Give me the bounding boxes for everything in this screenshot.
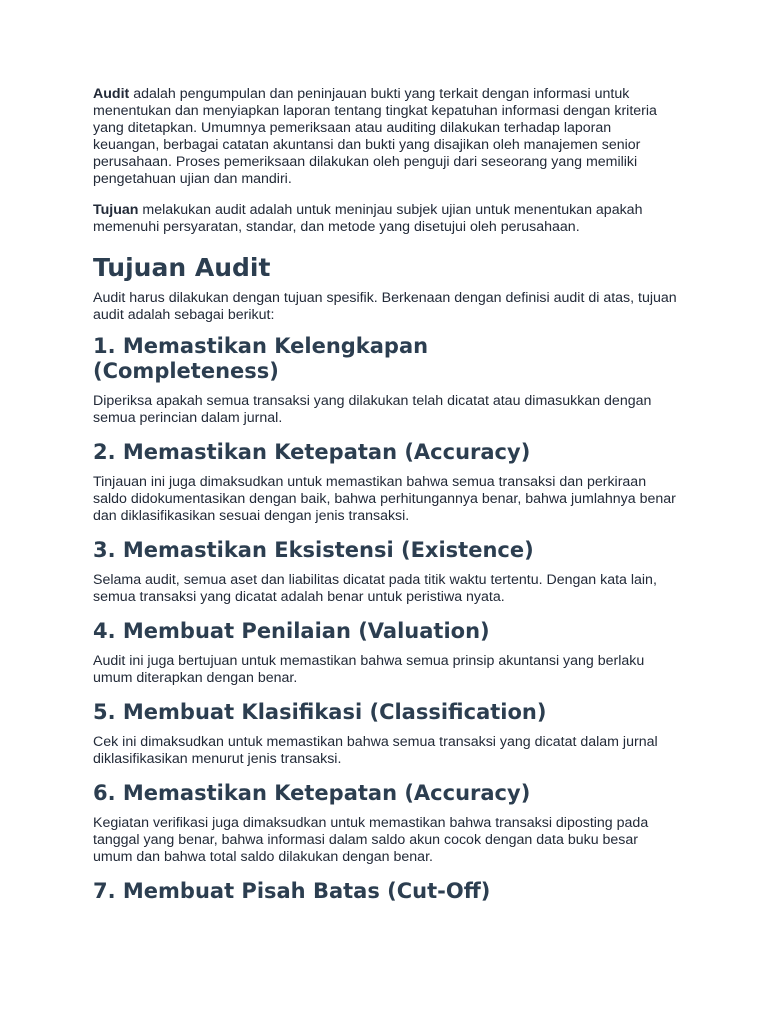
section-heading-4: 4. Membuat Penilaian (Valuation): [93, 619, 490, 643]
section-text-6: Kegiatan verifikasi juga dimaksudkan untuk memastikan bahwa transaksi diposting pada tanggal yang benar, bahwa informasi dalam saldo akun cocok dengan data buku besar umum dan bahwa total saldo dilakukan dengan benar.: [93, 815, 649, 865]
section-text-4: Audit ini juga bertujuan untuk memastikan bahwa semua prinsip akuntansi yang berlaku umum diterapkan dengan benar.: [93, 653, 645, 686]
main-heading: Tujuan Audit: [93, 253, 271, 282]
section-heading-3: 3. Memastikan Eksistensi (Existence): [93, 538, 534, 562]
section-heading-2: 2. Memastikan Ketepatan (Accuracy): [93, 440, 531, 464]
intro-paragraph-tujuan: [93, 202, 678, 236]
section-text-2: Tinjauan ini juga dimaksudkan untuk memastikan bahwa semua transaksi dan perkiraan saldo didokumentasikan dengan baik, bahwa perhitungannya benar, bahwa jumlahnya benar dan diklasifikasikan sesuai dengan jenis transaksi.: [93, 474, 676, 524]
section-heading-5: 5. Membuat Klasifikasi (Classification): [93, 700, 547, 724]
intro-text-audit: adalah pengumpulan dan peninjauan bukti yang terkait dengan informasi untuk menentukan dan menyiapkan laporan tentang tingkat kepatuhan informasi dengan kriteria yang ditetapkan. Umumnya pemeriksaan atau auditing dilakukan terhadap laporan keuangan, berbagai catatan akuntansi dan bukti yang disajikan oleh manajemen senior perusahaan. Proses pemeriksaan dilakukan oleh penguji dari seseorang yang memiliki pengetahuan ujian dan mandiri.: [93, 86, 657, 187]
document-page: [93, 86, 678, 904]
section-text-3: Selama audit, semua aset dan liabilitas dicatat pada titik waktu tertentu. Dengan kata lain, semua transaksi yang dicatat adalah benar untuk peristiwa nyata.: [93, 572, 657, 605]
intro-text-tujuan: melakukan audit adalah untuk meninjau subjek ujian untuk menentukan apakah memenuhi persyaratan, standar, dan metode yang disetujui oleh perusahaan.: [93, 202, 643, 235]
intro-paragraph-audit: [93, 86, 678, 188]
intro-lead-audit: Audit: [93, 86, 130, 102]
intro-lead-tujuan: Tujuan: [93, 202, 139, 218]
main-paragraph: Audit harus dilakukan dengan tujuan spesifik. Berkenaan dengan definisi audit di atas, tujuan audit adalah sebagai berikut:: [93, 290, 677, 323]
section-text-5: Cek ini dimaksudkan untuk memastikan bahwa semua transaksi yang dicatat dalam jurnal diklasifikasikan menurut jenis transaksi.: [93, 734, 658, 767]
section-text-1: Diperiksa apakah semua transaksi yang dilakukan telah dicatat atau dimasukkan dengan semua perincian dalam jurnal.: [93, 393, 652, 426]
section-heading-6: 6. Memastikan Ketepatan (Accuracy): [93, 781, 531, 805]
section-heading-7: 7. Membuat Pisah Batas (Cut-Off): [93, 879, 491, 903]
section-heading-1: 1. Memastikan Kelengkapan (Completeness): [93, 334, 429, 383]
